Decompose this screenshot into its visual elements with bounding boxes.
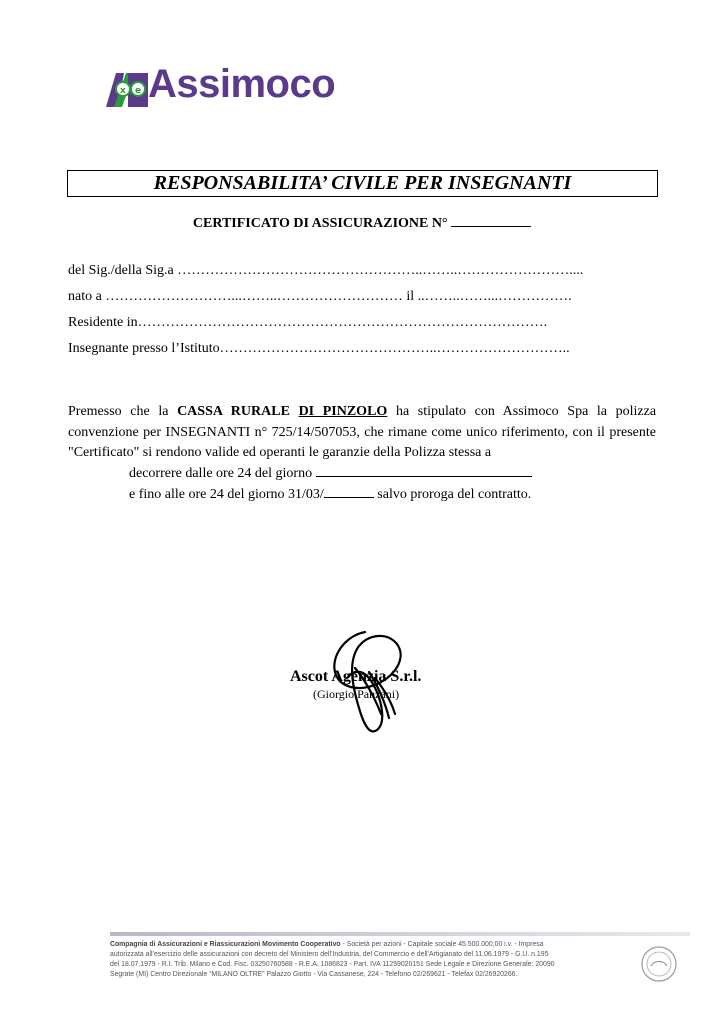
field-name[interactable] xyxy=(68,263,583,279)
field-birth[interactable] xyxy=(68,289,572,305)
certificate-number-blank[interactable] xyxy=(451,213,531,227)
handwritten-signature xyxy=(325,628,410,740)
end-date-label: e fino alle ore 24 del giorno 31/03/ xyxy=(129,487,324,502)
footer-divider xyxy=(110,932,690,936)
certificate-number-line xyxy=(0,213,724,232)
start-date-blank[interactable] xyxy=(316,464,532,477)
agency-name: Ascot Agenzia S.r.l. xyxy=(290,668,422,685)
assimoco-logo xyxy=(106,62,366,112)
footer-line2: autorizzata all’esercizio delle assicurazioni con decreto del Ministero dell’Industria, del Commercio e dell’Artigianato del 11.06.1979 - G.U. n.195 xyxy=(110,951,549,958)
end-year-blank[interactable] xyxy=(324,485,374,498)
field-residence-label: Residente in xyxy=(68,315,138,330)
footer-line1: - Società per azioni - Capitale sociale 45.500.000,00 i.v. - Impresa xyxy=(340,941,544,948)
bank-name: CASSA RURALE xyxy=(177,404,290,419)
field-institute[interactable] xyxy=(68,341,570,357)
footer-line4: Segrate (MI) Centro Direzionale “MILANO OLTRE” Palazzo Giotto - Via Cassanese, 224 - Telefono 02/269621 - Telefax 02/26920266. xyxy=(110,971,518,978)
certificate-label: CERTIFICATO DI ASSICURAZIONE N° xyxy=(192,216,448,231)
start-date-label: decorrere dalle ore 24 del giorno xyxy=(129,466,313,481)
logo-text: Assimoco xyxy=(148,62,336,106)
agent-name: (Giorgio Panzani) xyxy=(313,687,400,701)
footer-company: Compagnia di Assicurazioni e Riassicurazioni Movimento Cooperativo xyxy=(110,941,341,948)
field-birth-dots: ………………………...……..……………………… il ..……..……...……………. xyxy=(105,289,572,304)
end-date-line xyxy=(129,485,531,503)
premise-text-start: Premesso che la xyxy=(68,404,169,419)
svg-text:e: e xyxy=(135,86,142,96)
field-institute-label: Insegnante presso l’Istituto xyxy=(68,341,220,356)
field-birth-label: nato a xyxy=(68,289,102,304)
footer-line3: del 18.07.1979 - R.I. Trib. Milano e Cod. Fisc. 03250760588 - R.E.A. 1086823 - Part. IVA 11259020151 Sede Legale e Direzione Generale: 20090 xyxy=(110,961,555,968)
document-title: RESPONSABILITA’ CIVILE PER INSEGNANTI xyxy=(67,170,658,197)
logo-emblem-icon xyxy=(106,69,150,109)
seal-icon xyxy=(640,945,678,983)
field-institute-dots: ………………………………………..……………………….. xyxy=(219,341,570,356)
start-date-line xyxy=(129,464,532,482)
field-residence[interactable] xyxy=(68,315,547,331)
svg-text:x: x xyxy=(120,86,126,96)
field-name-label: del Sig./della Sig.a xyxy=(68,263,174,278)
premise-text-rest: ha stipulato con Assimoco Spa la polizza convenzione per INSEGNANTI n° 725/14/507053, che rimane come unico riferimento, con il presente "Certificato" si rendono valide ed operanti le garanzie della Polizza stessa a xyxy=(68,404,657,460)
bank-place: DI PINZOLO xyxy=(298,404,388,419)
field-residence-dots: ……………………………………………………………………………. xyxy=(137,315,548,330)
field-name-dots: ……………………………………………..……..…………………….... xyxy=(177,263,584,278)
footer-legal xyxy=(110,940,630,980)
premise-paragraph xyxy=(68,402,656,464)
end-date-suffix: salvo proroga del contratto. xyxy=(377,487,532,502)
